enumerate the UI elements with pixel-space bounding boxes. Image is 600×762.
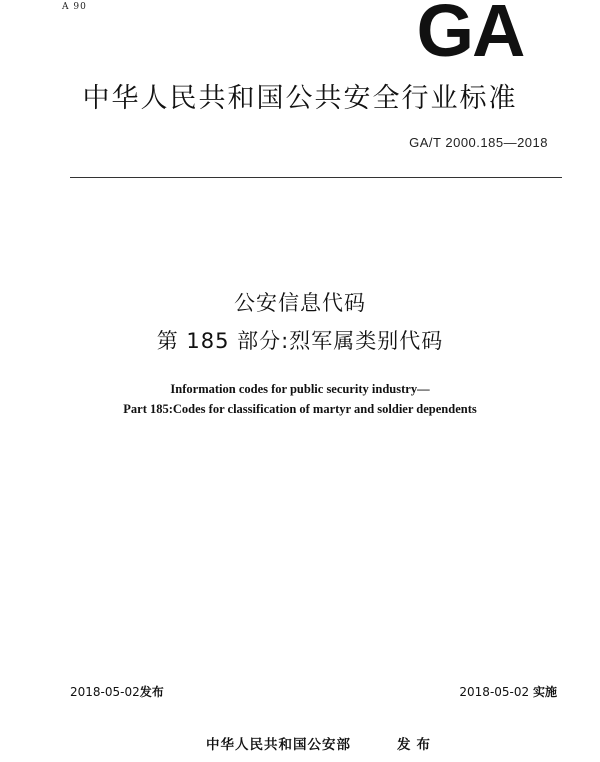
publisher-name: 中华人民共和国公安部 [206,737,351,753]
document-title-en-line2: Part 185:Codes for classification of martyr and soldier dependents [123,402,477,416]
document-title-cn-line1: 公安信息代码 [234,291,366,315]
ga-logo [408,0,533,58]
issue-date: 2018-05-02 [70,685,140,699]
document-title-cn-line2: 第 185 部分:烈军属类别代码 [156,329,444,353]
publisher-action: 发布 [397,737,436,753]
header-divider [70,177,562,178]
document-title-en-line1: Information codes for public security industry— [170,382,430,396]
implement-date-block [459,683,557,700]
standard-number: GA/T 2000.185—2018 [409,135,548,150]
ga-logo-text: GA [416,0,524,58]
classification-code: A 90 [62,2,87,12]
implement-label: 实施 [532,685,557,699]
implement-date: 2018-05-02 [459,685,530,699]
issue-label: 发布 [139,685,164,699]
issue-date-block [70,683,164,700]
standard-category-title: 中华人民共和国公共安全行业标准 [82,83,518,114]
